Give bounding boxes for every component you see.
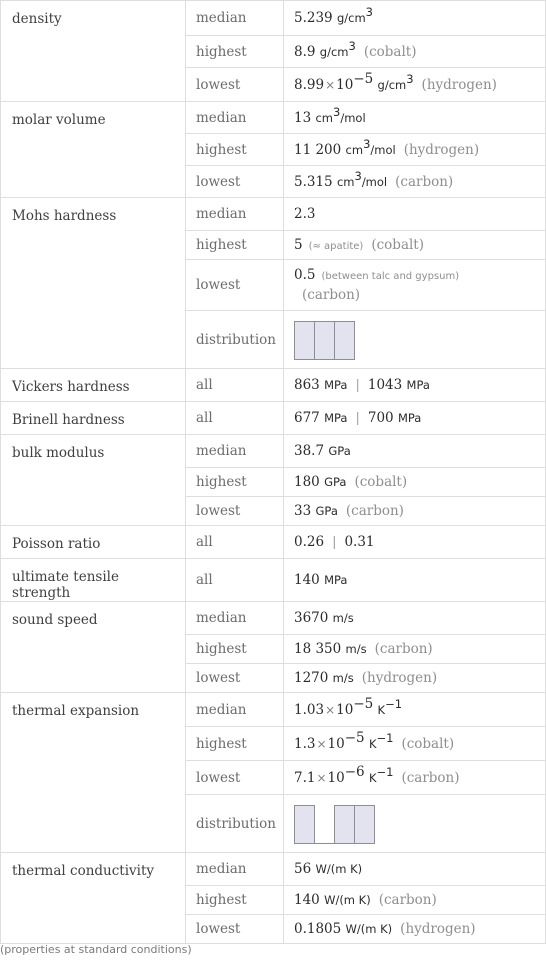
stat-label: distribution <box>186 311 284 369</box>
stat-label: highest <box>186 36 284 68</box>
distribution-bar <box>314 321 335 360</box>
stat-label: highest <box>186 134 284 166</box>
table-row <box>1 602 546 635</box>
value-cell: 56 W/(m K) <box>284 853 546 886</box>
stat-label: all <box>186 526 284 559</box>
stat-label: all <box>186 369 284 402</box>
value-cell: 677 MPa | 700 MPa <box>284 402 546 435</box>
value-cell: $1.3\times 10^{-5}$ $K^{-1}$ (cobalt) <box>284 727 546 761</box>
table-row <box>1 853 546 886</box>
value-cell: 0.5 (between talc and gypsum) (carbon) <box>284 260 546 311</box>
thermal-expansion-distribution <box>284 795 546 853</box>
value-cell: 38.7 GPa <box>284 435 546 468</box>
value-cell: 3670 m/s <box>284 602 546 635</box>
stat-label: highest <box>186 727 284 761</box>
property-molar-volume: molar volume <box>1 102 186 198</box>
value-cell: 8.9 $g/cm^3$ (cobalt) <box>284 36 546 68</box>
property-thermal-conductivity: thermal conductivity <box>1 853 186 944</box>
value-cell: 5 (≈ apatite) (cobalt) <box>284 231 546 260</box>
table-row <box>1 435 546 468</box>
property-ultimate-tensile-strength: ultimate tensile strength <box>1 559 186 602</box>
stat-label: lowest <box>186 166 284 198</box>
property-poisson-ratio: Poisson ratio <box>1 526 186 559</box>
table-row <box>1 693 546 727</box>
table-row <box>1 402 546 435</box>
property-vickers-hardness: Vickers hardness <box>1 369 186 402</box>
stat-label: lowest <box>186 664 284 693</box>
value-cell: 863 MPa | 1043 MPa <box>284 369 546 402</box>
stat-label: median <box>186 1 284 36</box>
footnote: (properties at standard conditions) <box>0 943 192 956</box>
stat-label: lowest <box>186 68 284 102</box>
stat-label: highest <box>186 231 284 260</box>
property-density: density <box>1 1 186 102</box>
value-cell: 33 GPa (carbon) <box>284 497 546 526</box>
distribution-bar <box>354 805 375 844</box>
property-mohs-hardness: Mohs hardness <box>1 198 186 369</box>
stat-label: median <box>186 435 284 468</box>
value-cell: 13 $cm^3$/mol <box>284 102 546 134</box>
table-row <box>1 1 546 36</box>
value-cell: 0.26 | 0.31 <box>284 526 546 559</box>
table-row <box>1 526 546 559</box>
table-row <box>1 198 546 231</box>
stat-label: median <box>186 693 284 727</box>
value-cell: $1.03\times 10^{-5}$ $K^{-1}$ <box>284 693 546 727</box>
value-cell: 11 200 $cm^3$/mol (hydrogen) <box>284 134 546 166</box>
stat-label: median <box>186 602 284 635</box>
value-cell: 5.239 $g/cm^3$ <box>284 1 546 36</box>
property-sound-speed: sound speed <box>1 602 186 693</box>
value-cell: $7.1\times 10^{-6}$ $K^{-1}$ (carbon) <box>284 761 546 795</box>
stat-label: highest <box>186 635 284 664</box>
property-brinell-hardness: Brinell hardness <box>1 402 186 435</box>
value-cell: 1270 m/s (hydrogen) <box>284 664 546 693</box>
stat-label: all <box>186 559 284 602</box>
distribution-bar <box>294 805 315 844</box>
value-cell: 180 GPa (cobalt) <box>284 468 546 497</box>
stat-label: median <box>186 853 284 886</box>
distribution-bar <box>334 805 355 844</box>
stat-label: all <box>186 402 284 435</box>
value-cell: 5.315 $cm^3$/mol (carbon) <box>284 166 546 198</box>
stat-label: distribution <box>186 795 284 853</box>
value-cell: 140 W/(m K) (carbon) <box>284 886 546 915</box>
stat-label: median <box>186 198 284 231</box>
stat-label: lowest <box>186 761 284 795</box>
distribution-gap <box>314 805 335 844</box>
stat-label: median <box>186 102 284 134</box>
stat-label: lowest <box>186 260 284 311</box>
value-cell: 0.1805 W/(m K) (hydrogen) <box>284 915 546 944</box>
distribution-bar <box>334 321 355 360</box>
stat-label: lowest <box>186 497 284 526</box>
table-row <box>1 559 546 602</box>
stat-label: highest <box>186 886 284 915</box>
property-thermal-expansion: thermal expansion <box>1 693 186 853</box>
value-cell: 18 350 m/s (carbon) <box>284 635 546 664</box>
value-cell: 2.3 <box>284 198 546 231</box>
property-bulk-modulus: bulk modulus <box>1 435 186 526</box>
stat-label: highest <box>186 468 284 497</box>
distribution-bar <box>294 321 315 360</box>
mohs-distribution <box>284 311 546 369</box>
value-cell: 140 MPa <box>284 559 546 602</box>
value-cell: $8.99\times 10^{-5}$ $g/cm^3$ (hydrogen) <box>284 68 546 102</box>
stat-label: lowest <box>186 915 284 944</box>
table-row <box>1 102 546 134</box>
table-row <box>1 369 546 402</box>
